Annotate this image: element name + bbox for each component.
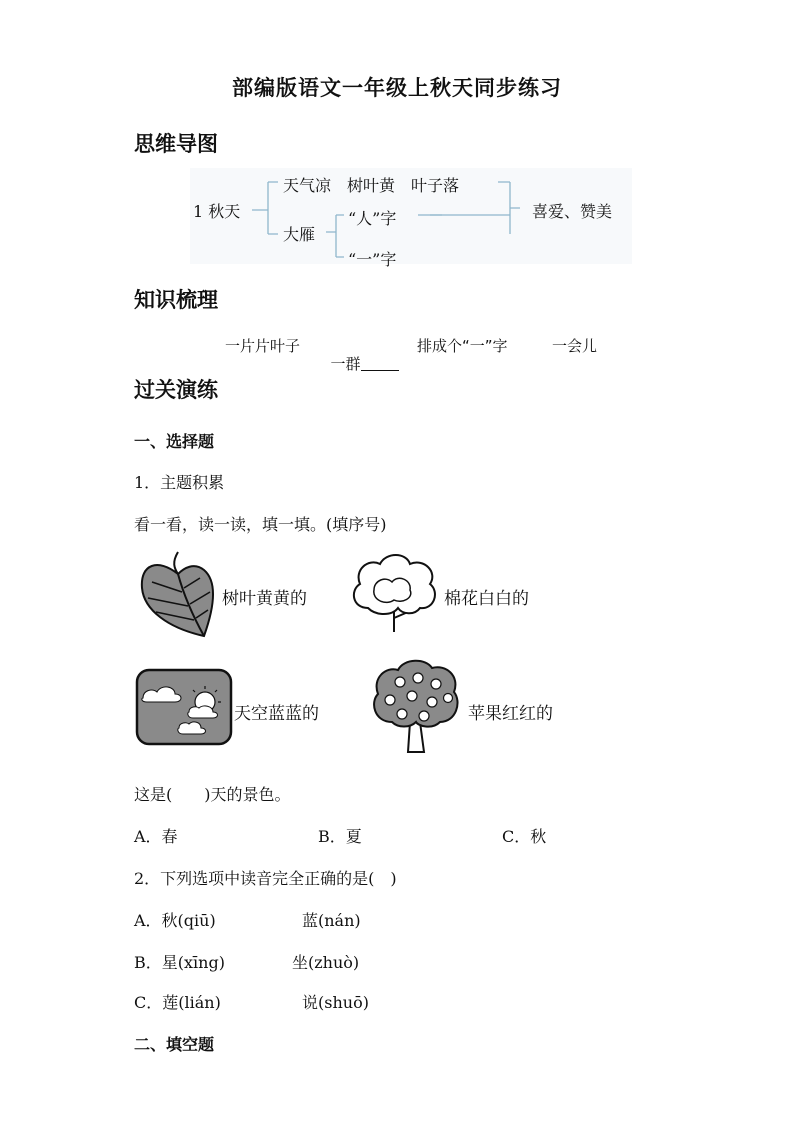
caption-leaf: 树叶黄黄的 (222, 589, 307, 609)
knowledge-item-3: 排成个“一”字 (417, 337, 508, 355)
leaf-illustration (138, 548, 218, 640)
knowledge-item-2 (321, 335, 399, 374)
caption-apple: 苹果红红的 (468, 704, 553, 724)
mindmap-conclusion: 喜爱、赞美 (532, 202, 613, 221)
section-knowledge-heading: 知识梳理 (134, 288, 218, 312)
q2-option-c-1[interactable]: C．莲(lián) (134, 993, 221, 1012)
q1-instruction: 看一看，读一读，填一填。(填序号) (134, 515, 387, 534)
knowledge-item-2-text: 一群 (330, 355, 361, 373)
knowledge-item-4: 一会儿 (552, 337, 598, 355)
q2-option-c-2: 说(shuō) (302, 993, 369, 1012)
q2-option-b-2: 坐(zhuò) (292, 953, 360, 972)
mindmap-sub-yi: “一”字 (348, 250, 397, 269)
q1-option-c[interactable]: C．秋 (502, 827, 547, 846)
q1-option-b[interactable]: B．夏 (318, 827, 362, 846)
sky-illustration (135, 668, 233, 746)
mindmap-root: 1 秋天 (193, 202, 241, 221)
q2-option-b-1[interactable]: B．星(xīng) (134, 953, 225, 972)
caption-cotton: 棉花白白的 (444, 589, 529, 609)
page-title: 部编版语文一年级上秋天同步练习 (232, 76, 562, 100)
knowledge-item-1: 一片片叶子 (225, 337, 301, 355)
caption-sky: 天空蓝蓝的 (234, 704, 319, 724)
mindmap-branch-geese: 大雁 (283, 225, 316, 244)
q2-title: 2．下列选项中读音完全正确的是( ) (134, 869, 397, 888)
q2-option-a-2: 蓝(nán) (302, 911, 361, 930)
q2-option-a-1[interactable]: A．秋(qiū) (134, 911, 216, 930)
section-practice-heading: 过关演练 (134, 378, 218, 402)
apple-tree-illustration (370, 656, 462, 756)
part1-heading: 一、选择题 (134, 432, 215, 451)
q1-title: 1．主题积累 (134, 473, 225, 492)
mindmap-sub-ren: “人”字 (348, 209, 397, 228)
mindmap-branch-weather: 天气凉 树叶黄 叶子落 (283, 176, 460, 195)
section-mindmap-heading: 思维导图 (134, 132, 218, 156)
part2-heading: 二、填空题 (134, 1035, 215, 1054)
cotton-illustration (348, 552, 440, 634)
q1-stem: 这是( )天的景色。 (134, 785, 291, 804)
fill-blank[interactable] (361, 356, 399, 371)
q1-option-a[interactable]: A．春 (134, 827, 178, 846)
